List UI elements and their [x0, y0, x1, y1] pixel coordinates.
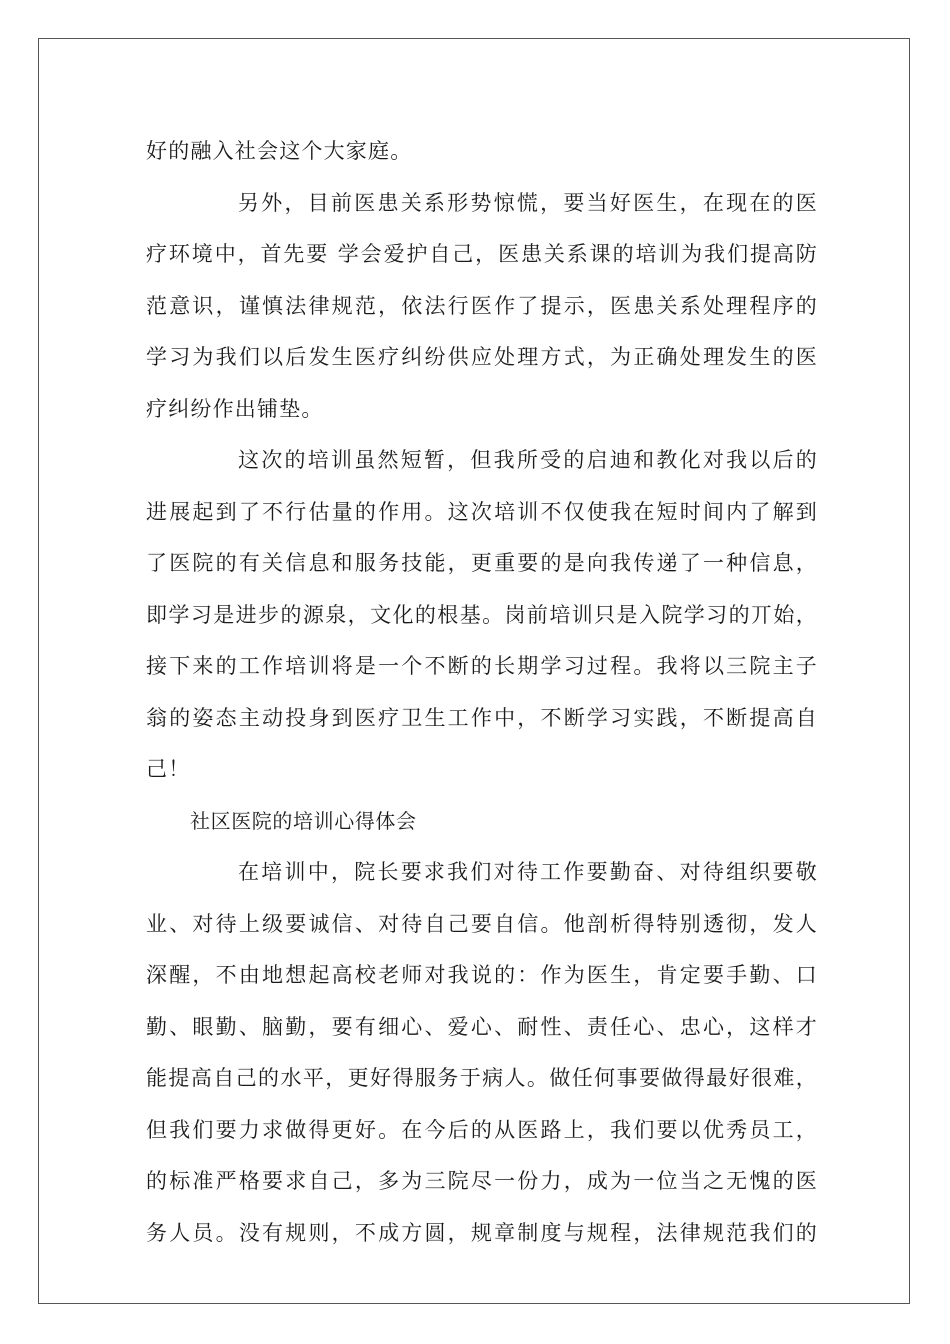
text-line: 业、对待上级要诚信、对待自己要自信。他剖析得特别透彻，发人 [146, 911, 818, 936]
paragraph-first-line: 在培训中，院长要求我们对待工作要勤奋、对待组织要敬 [238, 860, 818, 884]
text-line: 疗环境中，首先要 学会爱护自己，医患关系课的培训为我们提高防 [146, 242, 818, 266]
text-line: 能提高自己的水平，更好得服务于病人。做任何事要做得最好很难， [146, 1066, 818, 1090]
text-line: 的标准严格要求自己，多为三院尽一份力，成为一位当之无愧的医 [146, 1169, 818, 1193]
document-body [146, 126, 818, 1259]
text-line: 即学习是进步的源泉，文化的根基。岗前培训只是入院学习的丌始， [146, 602, 818, 627]
text-line: 范意识，谨慎法律规范，依法行医作了提示，医患关系处理程序的 [146, 293, 818, 318]
text-line: 深醒，不由地想起高校老师对我说的：作为医生，肯定要手勤、口 [146, 963, 818, 987]
text-line: 翁的姿态主动投身到医疗卫生工作中，不断学习实践，不断提高自 [146, 705, 818, 730]
section-heading: 社区医院的培训心得体会 [190, 808, 417, 833]
paragraph-last-line: 己！ [146, 757, 191, 781]
paragraph-first-line: 另外，目前医患关系形势惊慌，要当好医生，在现在的医 [238, 190, 818, 215]
text-line: 学习为我们以后发生医疗纠纷供应处理方式，为正确处理发生的医 [146, 345, 818, 369]
text-line: 接下来的工作培训将是一个不断的长期学习过程。我将以三院主子 [146, 654, 818, 678]
paragraph-last-line: 好的融入社会这个大家庭。 [146, 139, 413, 163]
paragraph-last-line: 疗纠纷作出铺垫。 [146, 396, 324, 421]
text-line: 进展起到了不行估量的作用。这次培训不仅使我在短时间内了解到 [146, 499, 818, 524]
text-line: 但我们要力求做得更好。在今后的从医路上，我们要以优秀员工， [146, 1117, 818, 1142]
paragraph-first-line: 这次的培训虽然短暂，但我所受的启迪和教化对我以后的 [238, 448, 818, 472]
text-line: 务人员。没有规则，不成方圆，规章制度与规程，法律规范我们的 [146, 1220, 818, 1245]
text-line: 了医院的有关信息和服务技能，更重要的是向我传递了一种信息， [146, 551, 818, 575]
text-line: 勤、眼勤、脑勤，要有细心、爱心、耐性、责任心、忠心，这样才 [146, 1014, 818, 1039]
